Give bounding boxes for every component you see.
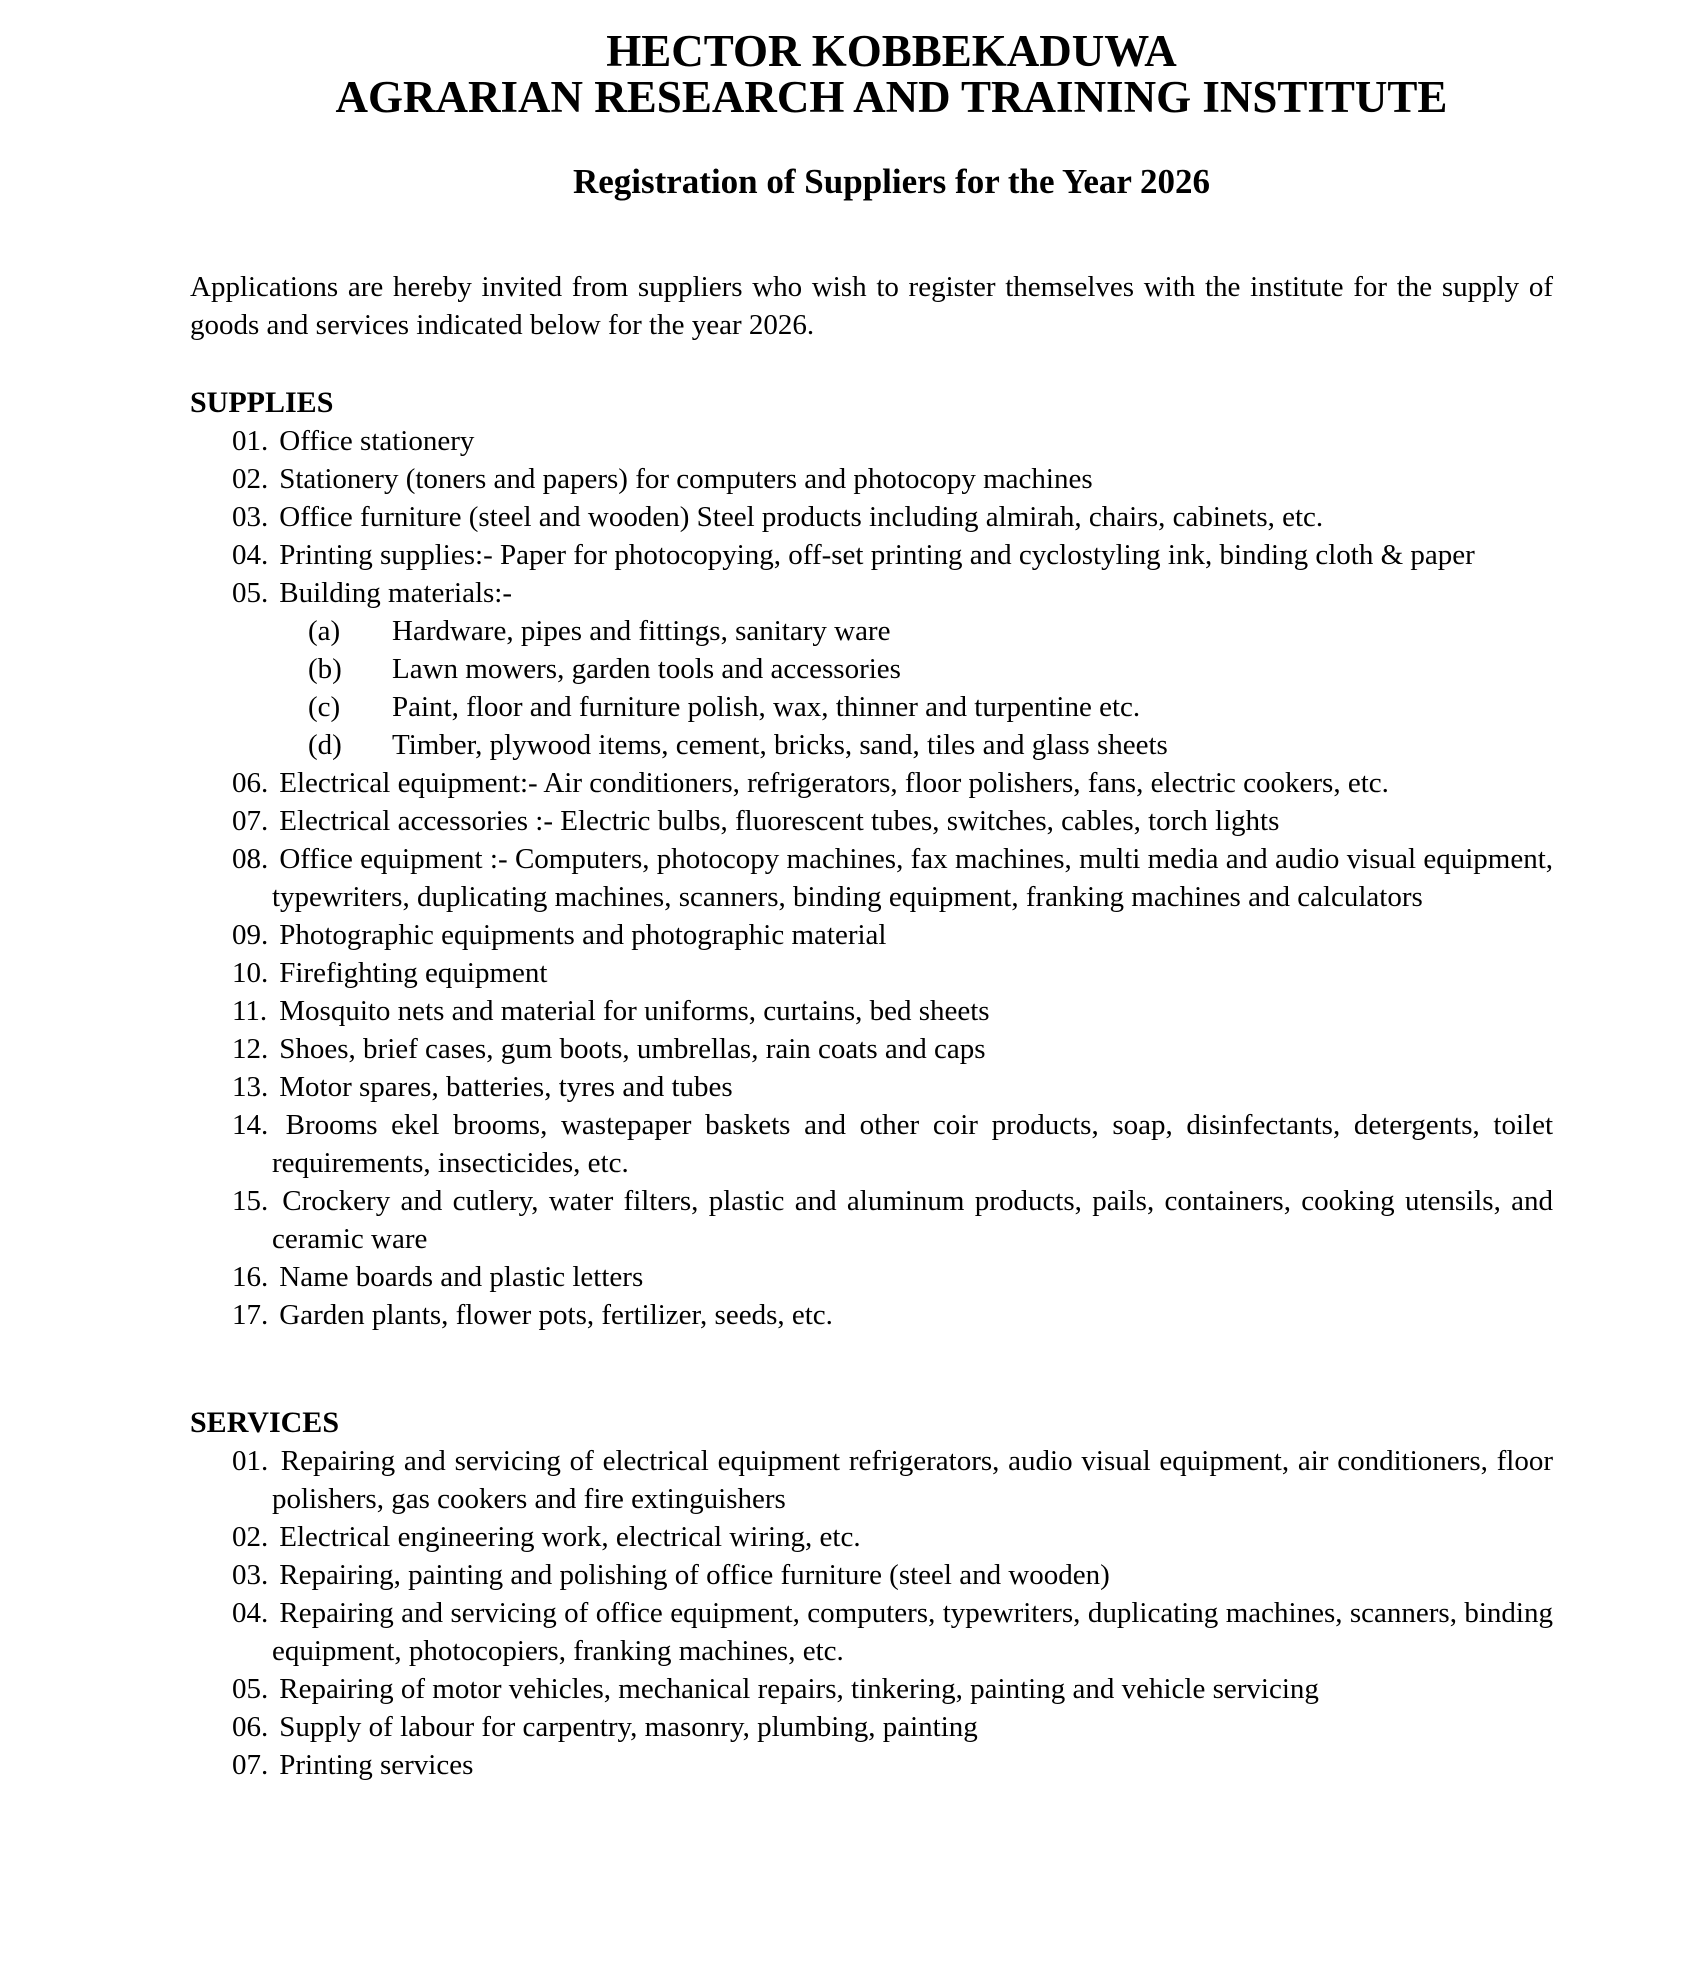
sub-list-item	[190, 650, 1553, 688]
list-item	[190, 1068, 1553, 1106]
list-item-text: Mosquito nets and material for uniforms, curtains, bed sheets	[279, 995, 990, 1027]
list-item-number: 05.	[232, 1673, 269, 1705]
list-item-number: 14.	[232, 1109, 269, 1141]
list-item	[190, 1296, 1553, 1334]
list-item-text: Electrical engineering work, electrical wiring, etc.	[279, 1521, 861, 1553]
list-item-text: Lawn mowers, garden tools and accessories	[392, 653, 901, 685]
list-item-number: 12.	[232, 1033, 269, 1065]
list-item-number: 04.	[232, 1597, 269, 1629]
sub-list-item	[190, 726, 1553, 764]
list-item	[190, 498, 1553, 536]
services-list	[190, 1442, 1553, 1784]
sub-list-item	[190, 688, 1553, 726]
list-item-number: 13.	[232, 1071, 269, 1103]
list-item-number: 06.	[232, 1711, 269, 1743]
list-item-number: 11.	[232, 995, 268, 1027]
list-item-number: 02.	[232, 463, 269, 495]
list-item-text: Printing services	[279, 1749, 474, 1781]
institute-title-line1: HECTOR KOBBEKADUWA	[606, 26, 1177, 76]
list-item-number: (b)	[308, 653, 342, 685]
list-item-text: Supply of labour for carpentry, masonry, plumbing, painting	[279, 1711, 978, 1743]
list-item	[190, 1442, 1553, 1518]
list-item-number: 01.	[232, 425, 269, 457]
list-item-text: Electrical equipment:- Air conditioners, refrigerators, floor polishers, fans, electric cookers, etc.	[279, 767, 1389, 799]
list-item	[190, 1182, 1553, 1258]
list-item	[190, 1518, 1553, 1556]
list-item-text: Office equipment :- Computers, photocopy machines, fax machines, multi media and audio visual equipment, typewriters, duplicating machines, scanners, binding equipment, franking machines and calculators	[272, 843, 1553, 913]
list-item-text: Timber, plywood items, cement, bricks, sand, tiles and glass sheets	[392, 729, 1168, 761]
list-item	[190, 574, 1553, 612]
list-item-text: Electrical accessories :- Electric bulbs, fluorescent tubes, switches, cables, torch lights	[279, 805, 1280, 837]
list-item-text: Crockery and cutlery, water filters, plastic and aluminum products, pails, containers, cooking utensils, and ceramic ware	[272, 1185, 1553, 1255]
list-item-number: (a)	[308, 615, 341, 647]
document-header	[230, 28, 1553, 202]
list-item-number: 07.	[232, 805, 269, 837]
list-item	[190, 422, 1553, 460]
list-item	[190, 916, 1553, 954]
list-item-number: 17.	[232, 1299, 269, 1331]
list-item-text: Name boards and plastic letters	[279, 1261, 644, 1293]
list-item	[190, 1556, 1553, 1594]
list-item-number: 06.	[232, 767, 269, 799]
list-item-number: 10.	[232, 957, 269, 989]
list-item-text: Repairing and servicing of office equipment, computers, typewriters, duplicating machines, scanners, binding equipment, photocopiers, franking machines, etc.	[272, 1597, 1553, 1667]
list-item	[190, 536, 1553, 574]
list-item-number: (d)	[308, 729, 342, 761]
list-item-number: 03.	[232, 1559, 269, 1591]
list-item-text: Garden plants, flower pots, fertilizer, seeds, etc.	[279, 1299, 833, 1331]
list-item-text: Brooms ekel brooms, wastepaper baskets and other coir products, soap, disinfectants, detergents, toilet requirements, insecticides, etc.	[272, 1109, 1554, 1179]
list-item-number: 07.	[232, 1749, 269, 1781]
list-item	[190, 1708, 1553, 1746]
list-item-text: Repairing and servicing of electrical equipment refrigerators, audio visual equipment, air conditioners, floor polishers, gas cookers and fire extinguishers	[272, 1445, 1554, 1515]
list-item-number: 02.	[232, 1521, 269, 1553]
list-item	[190, 840, 1553, 916]
list-item	[190, 764, 1553, 802]
list-item-text: Firefighting equipment	[279, 957, 548, 989]
list-item	[190, 992, 1553, 1030]
list-item-text: Repairing of motor vehicles, mechanical repairs, tinkering, painting and vehicle servicing	[279, 1673, 1319, 1705]
list-item-text: Photographic equipments and photographic material	[279, 919, 887, 951]
list-item-number: 08.	[232, 843, 269, 875]
list-item-number: 04.	[232, 539, 269, 571]
intro-paragraph: Applications are hereby invited from suppliers who wish to register themselves with the institute for the supply of goods and services indicated below for the year 2026.	[190, 271, 1553, 341]
list-item	[190, 460, 1553, 498]
document-subtitle: Registration of Suppliers for the Year 2026	[572, 162, 1211, 201]
list-item	[190, 1670, 1553, 1708]
supplies-heading: SUPPLIES	[190, 386, 334, 419]
list-item-text: Paint, floor and furniture polish, wax, thinner and turpentine etc.	[392, 691, 1141, 723]
list-item-text: Hardware, pipes and fittings, sanitary ware	[392, 615, 891, 647]
list-item-text: Repairing, painting and polishing of office furniture (steel and wooden)	[279, 1559, 1110, 1591]
list-item	[190, 1594, 1553, 1670]
list-item	[190, 1258, 1553, 1296]
list-item-number: 15.	[232, 1185, 269, 1217]
list-item	[190, 1106, 1553, 1182]
list-item-text: Motor spares, batteries, tyres and tubes	[279, 1071, 733, 1103]
list-item	[190, 1746, 1553, 1784]
list-item-text: Printing supplies:- Paper for photocopying, off-set printing and cyclostyling ink, binding cloth & paper	[279, 539, 1475, 571]
services-heading: SERVICES	[190, 1406, 340, 1439]
list-item-number: 09.	[232, 919, 269, 951]
list-item-text: Stationery (toners and papers) for computers and photocopy machines	[279, 463, 1093, 495]
list-item	[190, 954, 1553, 992]
list-item	[190, 1030, 1553, 1068]
list-item-text: Office furniture (steel and wooden) Steel products including almirah, chairs, cabinets, etc.	[279, 501, 1324, 533]
list-item-number: 01.	[232, 1445, 269, 1477]
list-item-text: Shoes, brief cases, gum boots, umbrellas, rain coats and caps	[279, 1033, 986, 1065]
sub-list-item	[190, 612, 1553, 650]
list-item-text: Building materials:-	[279, 577, 513, 609]
list-item	[190, 802, 1553, 840]
institute-title-line2: AGRARIAN RESEARCH AND TRAINING INSTITUTE	[335, 72, 1448, 122]
supplies-list	[190, 422, 1553, 1334]
list-item-text: Office stationery	[279, 425, 475, 457]
list-item-number: 03.	[232, 501, 269, 533]
list-item-number: (c)	[308, 691, 341, 723]
list-item-number: 05.	[232, 577, 269, 609]
list-item-number: 16.	[232, 1261, 269, 1293]
